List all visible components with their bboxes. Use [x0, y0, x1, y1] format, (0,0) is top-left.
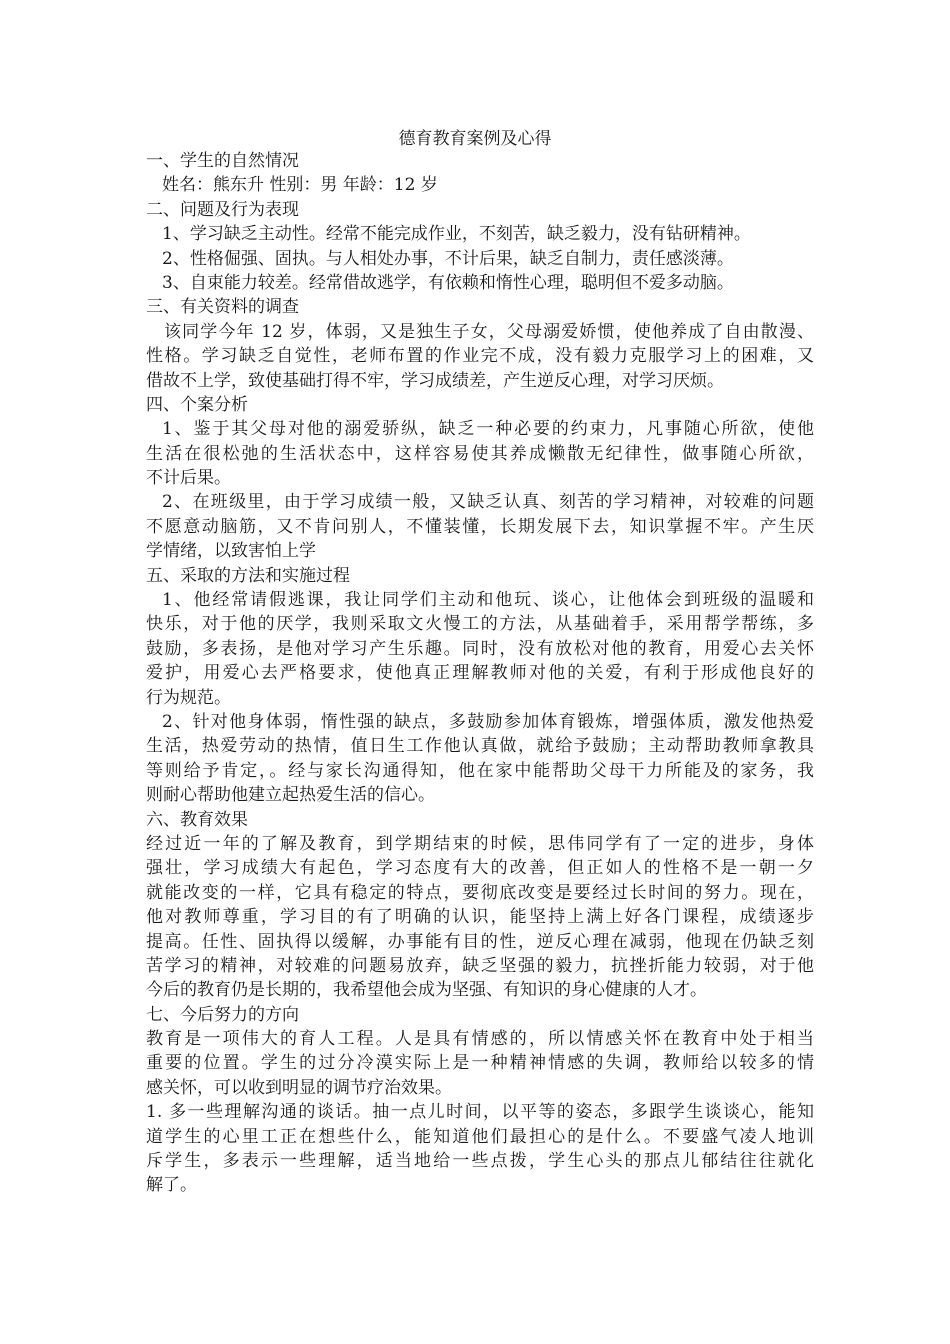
text-line: 苦学习的精神，对较难的问题易放弃，缺乏坚强的毅力，抗挫折能力较弱，对于他 — [146, 955, 814, 976]
text-line: 2、性格倔强、固执。与人相处办事，不计后果，缺乏自制力，责任感淡薄。 — [162, 248, 734, 269]
text-line: 感关怀，可以收到明显的调节疗治效果。 — [146, 1077, 452, 1098]
text-line: 三、有关资料的调查 — [146, 297, 299, 318]
document-body — [146, 149, 814, 1198]
text-line: 1、学习缺乏主动性。经常不能完成作业，不刻苦，缺乏毅力，没有钻研精神。 — [162, 224, 751, 245]
text-line: 则耐心帮助他建立起热爱生活的信心。 — [146, 785, 435, 806]
text-line: 学情绪，以致害怕上学 — [146, 541, 316, 562]
text-line: 道学生的心里工正在想些什么，能知道他们最担心的是什么。不要盛气凌人地训 — [146, 1126, 814, 1147]
text-line: 姓名：熊东升 性别：男 年龄：12 岁 — [162, 175, 438, 196]
text-line: 2、针对他身体弱，惰性强的缺点，多鼓励参加体育锻炼，增强体质，激发他热爱 — [162, 711, 814, 732]
text-line: 提高。任性、固执得以缓解，办事能有目的性，逆反心理在减弱，他现在仍缺乏刻 — [146, 931, 814, 952]
text-line: 二、问题及行为表现 — [146, 199, 299, 220]
text-line: 六、教育效果 — [146, 809, 248, 830]
text-line: 3、自束能力较差。经常借故逃学，有依赖和惰性心理，聪明但不爱多动脑。 — [162, 272, 734, 293]
text-line: 就能改变的一样，它具有稳定的特点，要彻底改变是要经过长时间的努力。现在， — [146, 882, 814, 903]
text-line: 1、他经常请假逃课，我让同学们主动和他玩、谈心，让他体会到班级的温暖和 — [162, 590, 814, 611]
text-line: 他对教师尊重，学习目的有了明确的认识，能坚持上满上好各门课程，成绩逐步 — [146, 907, 814, 928]
text-line: 生活在很松弛的生活状态中，这样容易使其养成懒散无纪律性，做事随心所欲， — [146, 443, 814, 464]
text-line: 解了。 — [146, 1175, 197, 1196]
text-line: 七、今后努力的方向 — [146, 1004, 299, 1025]
text-line: 爱护，用爱心去严格要求，使他真正理解教师对他的关爱，有利于形成他良好的 — [146, 663, 814, 684]
text-line: 斥学生，多表示一些理解，适当地给一些点拨，学生心头的那点儿郁结往往就化 — [146, 1151, 814, 1172]
text-line: 不计后果。 — [146, 468, 231, 489]
text-line: 该同学今年 12 岁，体弱，又是独生子女，父母溺爱娇惯，使他养成了自由散漫、 — [164, 321, 814, 342]
text-line: 经过近一年的了解及教育，到学期结束的时候，思伟同学有了一定的进步，身体 — [146, 833, 814, 854]
text-line: 教育是一项伟大的育人工程。人是具有情感的，所以情感关怀在教育中处于相当 — [146, 1029, 814, 1050]
text-line: 行为规范。 — [146, 687, 231, 708]
text-line: 快乐，对于他的厌学，我则采取文火慢工的方法，从基础着手，采用帮学帮练，多 — [146, 614, 814, 635]
text-line: 一、学生的自然情况 — [146, 151, 299, 171]
text-line: 1、鉴于其父母对他的溺爱骄纵，缺乏一种必要的约束力，凡事随心所欲，使他 — [162, 419, 814, 440]
text-line: 等则给予肯定，。经与家长沟通得知，他在家中能帮助父母干力所能及的家务，我 — [146, 760, 814, 781]
document-title: 德育教育案例及心得 — [398, 129, 552, 149]
text-line: 生活，热爱劳动的热情，值日生工作他认真做，就给予鼓励；主动帮助教师拿教具 — [146, 736, 814, 757]
text-line: 借故不上学，致使基础打得不牢，学习成绩差，产生逆反心理，对学习厌烦。 — [146, 370, 724, 391]
text-line: 今后的教育仍是长期的，我希望他会成为坚强、有知识的身心健康的人才。 — [146, 980, 707, 1001]
text-line: 鼓励，多表扬，是他对学习产生乐趣。同时，没有放松对他的教育，用爱心去关怀 — [146, 638, 814, 659]
text-line: 1. 多一些理解沟通的谈话。抽一点儿时间，以平等的姿态，多跟学生谈谈心，能知 — [146, 1102, 814, 1123]
text-line: 四、个案分析 — [146, 394, 248, 415]
text-line: 强壮，学习成绩大有起色，学习态度有大的改善，但正如人的性格不是一朝一夕 — [146, 858, 814, 879]
text-line: 五、采取的方法和实施过程 — [146, 565, 350, 586]
text-line: 不愿意动脑筋，又不肯问别人，不懂装懂，长期发展下去，知识掌握不牢。产生厌 — [146, 516, 814, 537]
text-line: 性格。学习缺乏自觉性，老师布置的作业完不成，没有毅力克服学习上的困难，又 — [146, 346, 814, 367]
text-line: 2、在班级里，由于学习成绩一般，又缺乏认真、刻苦的学习精神，对较难的问题 — [162, 492, 814, 513]
text-line: 重要的位置。学生的过分冷漠实际上是一种精神情感的失调，教师给以较多的情 — [146, 1053, 814, 1074]
